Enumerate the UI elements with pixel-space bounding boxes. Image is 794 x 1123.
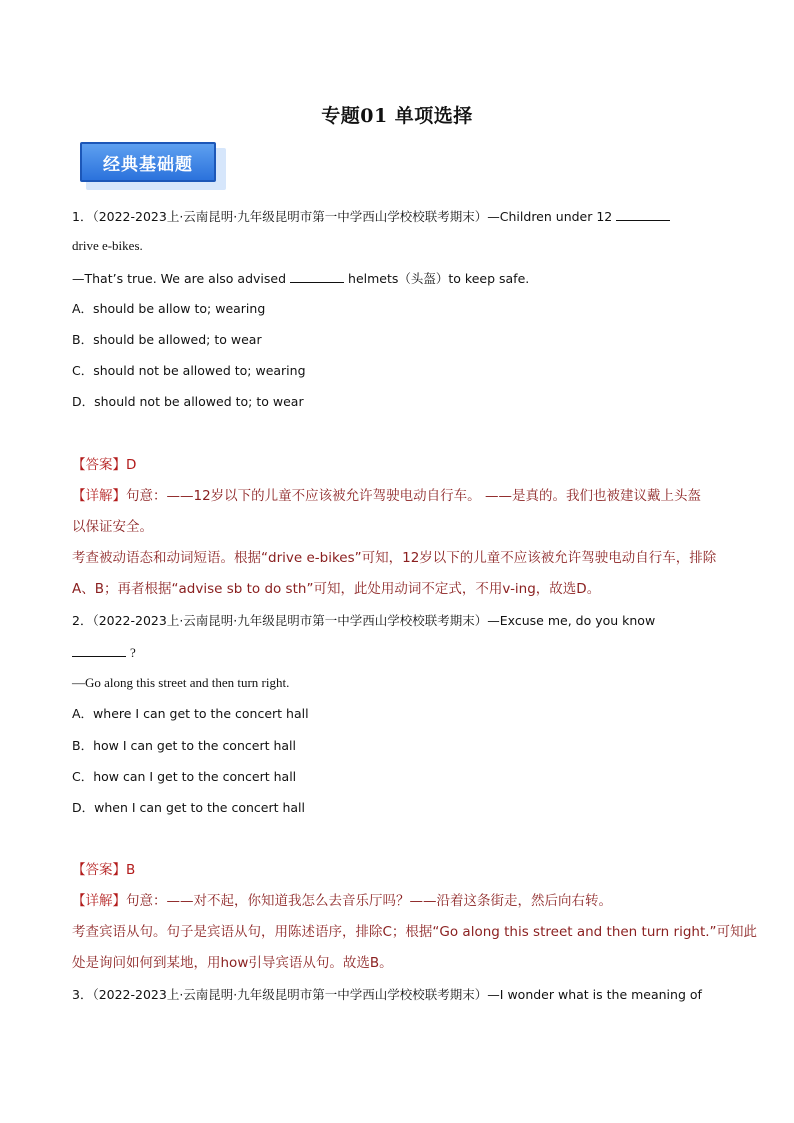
q1-stem3a: —That’s true. We are also advised <box>72 271 287 286</box>
badge-label: 经典基础题 <box>80 142 216 182</box>
q2-option-b: B．how I can get to the concert hall <box>72 738 296 753</box>
q1-answer-value: D <box>126 457 137 473</box>
q1-stem2: drive e-bikes. <box>72 238 143 253</box>
q1-answer <box>72 457 136 473</box>
q2-detail2: 考查宾语从句。句子是宾语从句，用陈述语序，排除C；根据“Go along this street and then turn right.”可知此 <box>72 924 758 940</box>
q1-detail4: A、B；再者根据“advise sb to do sth”可知，此处用动词不定式，不用v-ing，故选D。 <box>72 581 601 597</box>
q1-stem-line3 <box>72 270 529 287</box>
q1-option-b: B．should be allowed; to wear <box>72 332 262 347</box>
q2-stem-line2 <box>72 644 136 661</box>
q2-answer-label: 【答案】 <box>72 862 126 878</box>
q2-stem1: 2．（2022-2023上·云南昆明·九年级昆明市第一中学西山学校校联考期末）—Excuse me, do you know <box>72 613 656 628</box>
q1-blank1 <box>616 208 670 221</box>
q2-stem3: —Go along this street and then turn right. <box>72 675 290 690</box>
q2-option-c: C．how can I get to the concert hall <box>72 769 297 784</box>
q1-detail-label: 【详解】 <box>72 488 126 504</box>
q1-option-d: D．should not be allowed to; to wear <box>72 394 304 409</box>
q2-detail-line1 <box>72 893 612 909</box>
q2-blank <box>72 644 126 657</box>
q1-blank2 <box>290 270 344 283</box>
q1-stem3b: helmets（头盔）to keep safe. <box>348 271 530 286</box>
q2-option-d: D．when I can get to the concert hall <box>72 800 306 815</box>
q1-option-c: C．should not be allowed to; wearing <box>72 363 306 378</box>
q1-detail1: 句意：——12岁以下的儿童不应该被允许驾驶电动自行车。 ——是真的。我们也被建议戴上头盔 <box>126 488 701 504</box>
q2-detail1: 句意：——对不起，你知道我怎么去音乐厅吗？——沿着这条街走，然后向右转。 <box>126 893 612 909</box>
q2-stem2: ? <box>130 645 136 660</box>
q2-detail-label: 【详解】 <box>72 893 126 909</box>
page-title: 专题01 单项选择 <box>321 105 473 127</box>
section-badge <box>78 140 228 194</box>
q2-answer <box>72 862 135 878</box>
q1-stem-line1 <box>72 208 674 225</box>
q1-stem1: 1．（2022-2023上·云南昆明·九年级昆明市第一中学西山学校校联考期末）—Children under 12 <box>72 209 613 224</box>
q1-detail-line1 <box>72 488 701 504</box>
q1-detail2: 以保证安全。 <box>72 519 153 535</box>
q3-stem1: 3．（2022-2023上·云南昆明·九年级昆明市第一中学西山学校校联考期末）—I wonder what is the meaning of <box>72 987 702 1002</box>
q2-answer-value: B <box>126 862 136 878</box>
q1-detail3: 考查被动语态和动词短语。根据“drive e-bikes”可知，12岁以下的儿童不应该被允许驾驶电动自行车，排除 <box>72 550 717 566</box>
q2-detail3: 处是询问如何到某地，用how引导宾语从句。故选B。 <box>72 955 393 971</box>
q1-option-a: A．should be allow to; wearing <box>72 301 266 316</box>
q1-answer-label: 【答案】 <box>72 457 126 473</box>
q2-option-a: A．where I can get to the concert hall <box>72 706 309 721</box>
